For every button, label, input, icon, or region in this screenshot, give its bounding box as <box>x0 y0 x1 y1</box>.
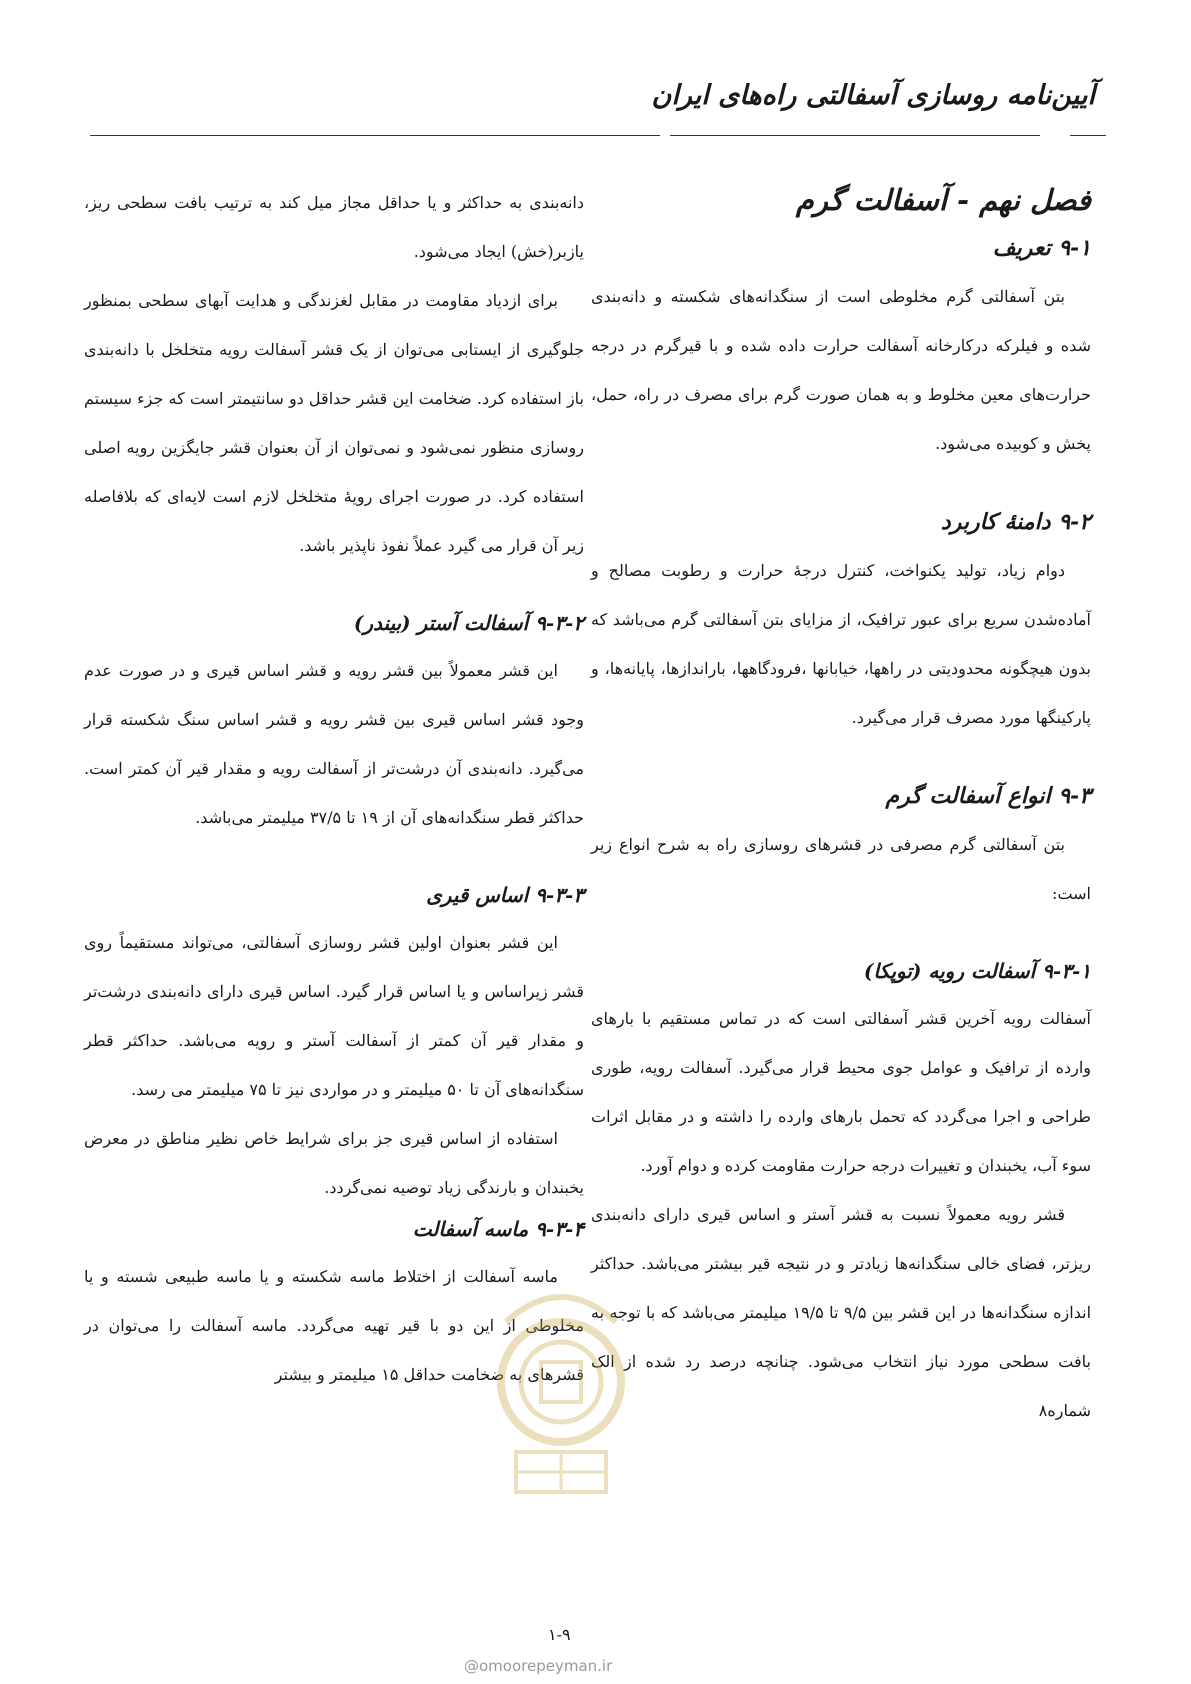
binder-paragraph: این قشر معمولاً بین قشر رویه و قشر اساس قیری و در صورت عدم وجود قشر اساس قیری بین قشر رویه و قشر اساس سنگ شکسته قرار می‌گیرد. دانه‌بندی آن درشت‌تر از آسفالت رویه و مقدار قیر آن کمتر است. حداکثر قطر سنگدانه‌های آن از ۱۹ تا ۳۷/۵ میلیمتر می‌باشد. <box>84 661 584 827</box>
subsection-heading-bitumen-base: ۹-۳-۳ اساس قیری <box>426 883 584 907</box>
open-graded-paragraph: برای ازدیاد مقاومت در مقابل لغزندگی و هدایت آبهای سطحی بمنظور جلوگیری از ایستابی می‌توان از یک قشر آسفالت رویه متخلخل با دانه‌بندی باز استفاده کرد. ضخامت این قشر حداقل دو سانتیمتر است که جزء سیستم روسازی منظور نمی‌شود و نمی‌توان از آن بعنوان قشر جایگزین رویه اصلی استفاده کرد. در صورت اجرای رویهٔ متخلخل لازم است لایه‌ای که بلافاصله زیر آن قرار می گیرد عملاً نفوذ ناپذیر باشد. <box>84 291 584 555</box>
section-heading-scope: ۹-۲ دامنهٔ کاربرد <box>940 509 1091 535</box>
page-number: ۱-۹ <box>548 1625 571 1644</box>
bitumen-base-paragraph-1: این قشر بعنوان اولین قشر روسازی آسفالتی، می‌تواند مستقیماً روی قشر زیراساس و یا اساس قرار گیرد. اساس قیری دارای دانه‌بندی درشت‌تر و مقدار قیر آن کمتر از آسفالت آستر و رویه می‌باشد. حداکثر قطر سنگدانه‌های آن تا ۵۰ میلیمتر و در مواردی نیز تا ۷۵ میلیمتر می رسد. <box>84 933 584 1099</box>
scope-paragraph: دوام زیاد، تولید یکنواخت، کنترل درجهٔ حرارت و رطوبت مصالح و آماده‌شدن سریع برای عبور ترافیک، از مزایای بتن آسفالتی گرم می‌باشد که بدون هیچگونه محدودیتی در راهها، خیابانها ،فرودگاهها، باراندازها، پایانه‌ها، و پارکینگها مورد مصرف قرار می‌گیرد. <box>591 561 1091 727</box>
definition-paragraph: بتن آسفالتی گرم مخلوطی است از سنگدانه‌های شکسته و دانه‌بندی شده و فیلرکه درکارخانه آسفالت حرارت داده شده و با قیرگرم در درجه حرارت‌های معین مخلوط و به همان صورت گرم برای مصرف در راه، حمل، پخش و کوبیده می‌شود. <box>591 287 1091 453</box>
section-heading-definition: ۹-۱ تعریف <box>992 235 1091 261</box>
chapter-title: فصل نهم - آسفالت گرم <box>795 183 1091 217</box>
header-rule <box>1070 135 1106 136</box>
sand-asphalt-paragraph: ماسه آسفالت از اختلاط ماسه شکسته و یا ماسه طبیعی شسته و یا مخلوطی از این دو با قیر تهیه می‌گردد. ماسه آسفالت را می‌توان در قشرهای به ضخامت حداقل ۱۵ میلیمتر و بیشتر <box>84 1267 584 1384</box>
left-column <box>84 178 584 1399</box>
subsection-heading-topeka: ۹-۳-۱ آسفالت رویه (توپکا) <box>863 959 1091 983</box>
continuation-paragraph: دانه‌بندی به حداکثر و یا حداقل مجاز میل کند به ترتیب بافت سطحی ریز، یازبر(خش) ایجاد می‌شود. <box>84 193 584 261</box>
types-paragraph: بتن آسفالتی گرم مصرفی در قشرهای روسازی راه به شرح انواع زیر است: <box>591 835 1091 903</box>
subsection-heading-binder: ۹-۳-۲ آسفالت آستر (بیندر) <box>353 611 584 635</box>
topeka-paragraph-2: قشر رویه معمولاً نسبت به قشر آستر و اساس قیری دارای دانه‌بندی ریزتر، فضای خالی سنگدانه‌ها زیادتر و در نتیجه قیر بیشتر می‌باشد. حداکثر اندازه سنگدانه‌ها در این قشر بین ۹/۵ تا ۱۹/۵ میلیمتر می‌باشد که با توجه به بافت سطحی مورد نیاز انتخاب می‌شود. چنانچه درصد رد شده از الک شماره۸ <box>591 1205 1092 1420</box>
header-rule <box>90 135 660 136</box>
right-column <box>591 178 1091 1435</box>
watermark-seal-icon <box>486 1262 636 1502</box>
watermark-url: @omoorepeyman.ir <box>464 1657 613 1675</box>
section-heading-types: ۹-۳ انواع آسفالت گرم <box>885 783 1091 809</box>
running-title: آیین‌نامه روسازی آسفالتی راه‌های ایران <box>651 80 1095 111</box>
header-rule <box>670 135 1040 136</box>
bitumen-base-paragraph-2: استفاده از اساس قیری جز برای شرایط خاص نظیر مناطق در معرض یخبندان و بارندگی زیاد توصیه نمی‌گردد. <box>84 1129 584 1197</box>
subsection-heading-sand-asphalt: ۹-۳-۴ ماسه آسفالت <box>412 1217 584 1241</box>
topeka-paragraph-1: آسفالت رویه آخرین قشر آسفالتی است که در تماس مستقیم با بارهای وارده از ترافیک و عوامل جوی محیط قرار می‌گیرد. آسفالت رویه، طوری طراحی و اجرا می‌گردد که تحمل بارهای وارده را داشته و در مقابل اثرات سوء آب، یخبندان و تغییرات درجه حرارت مقاومت کرده و دوام آورد. <box>591 1009 1091 1175</box>
